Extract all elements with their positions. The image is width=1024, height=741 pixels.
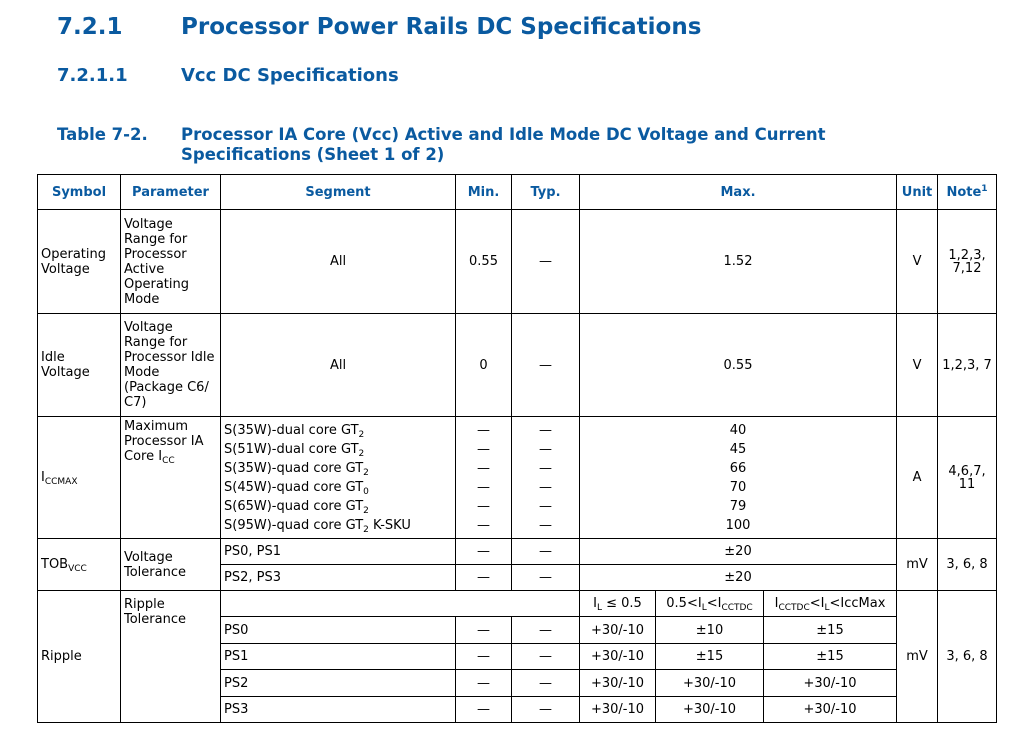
segment-cell: PS2, PS3	[221, 565, 456, 591]
ripple-c-cell: ±15	[764, 617, 897, 644]
symbol-sub: VCC	[68, 564, 87, 574]
max-cell: 0.55	[580, 314, 897, 417]
ripple-b-cell: +30/-10	[656, 670, 764, 697]
segment-cell	[221, 417, 456, 539]
max-value: 100	[725, 517, 751, 533]
min-value: —	[477, 422, 490, 438]
symbol-cell	[38, 539, 121, 591]
segment-sub: 2	[358, 448, 365, 459]
segment-text: S(51W)-dual core GT	[224, 441, 359, 457]
ripple-b-cell: ±10	[656, 617, 764, 644]
segment-cell: PS0	[221, 617, 456, 644]
unit-cell: V	[897, 210, 938, 314]
segment-text: S(35W)-dual core GT	[224, 422, 359, 438]
min-cell: —	[456, 670, 512, 697]
segment-text: S(45W)-quad core GT	[224, 479, 364, 495]
col-unit: Unit	[897, 175, 938, 210]
note-cell: 3, 6, 8	[938, 539, 997, 591]
min-cell: 0	[456, 314, 512, 417]
col-note-text: Note	[946, 184, 982, 200]
ripple-c-cell: +30/-10	[764, 697, 897, 723]
typ-cell: —	[512, 539, 580, 565]
parameter-text: Maximum Processor IA Core I	[124, 419, 204, 464]
segment-cell: All	[221, 314, 456, 417]
unit-cell: mV	[897, 539, 938, 591]
col-symbol: Symbol	[38, 175, 121, 210]
typ-cell: —	[512, 314, 580, 417]
table-row	[38, 591, 997, 617]
max-value: 70	[729, 479, 747, 495]
note-cell: 1,2,3, 7,12	[938, 210, 997, 314]
min-value: —	[477, 517, 490, 533]
parameter-cell: Voltage Range for Processor Active Operating Mode	[121, 210, 221, 314]
segment-line	[224, 421, 452, 440]
symbol-sub: CCMAX	[44, 477, 78, 487]
symbol-cell: Operating Voltage	[38, 210, 121, 314]
parameter-cell: Voltage Range for Processor Idle Mode (Package C6/ C7)	[121, 314, 221, 417]
parameter-cell	[121, 417, 221, 539]
min-cell: —	[456, 644, 512, 670]
symbol-cell	[38, 417, 121, 539]
unit-cell: mV	[897, 591, 938, 723]
table-row	[38, 210, 997, 314]
symbol-text: TOB	[41, 557, 69, 572]
note-cell: 3, 6, 8	[938, 591, 997, 723]
max-cell: ±20	[580, 565, 897, 591]
min-value: —	[477, 441, 490, 457]
col-parameter: Parameter	[121, 175, 221, 210]
table-title	[181, 125, 826, 165]
max-value: 45	[729, 441, 747, 457]
col-segment: Segment	[221, 175, 456, 210]
typ-cell: —	[512, 670, 580, 697]
col-typ: Typ.	[512, 175, 580, 210]
typ-cell	[512, 417, 580, 539]
ripple-a-cell: +30/-10	[580, 644, 656, 670]
col-min: Min.	[456, 175, 512, 210]
col-note-sup: 1	[981, 183, 988, 194]
ripple-subheader-c: $I_{CCTDC}<I_L<IccMax$	[764, 591, 897, 617]
ripple-a-cell: +30/-10	[580, 670, 656, 697]
note-cell: 1,2,3, 7	[938, 314, 997, 417]
unit-cell: A	[897, 417, 938, 539]
segment-line	[224, 497, 452, 516]
ripple-b-cell: ±15	[656, 644, 764, 670]
typ-value: —	[539, 441, 552, 457]
segment-cell: PS1	[221, 644, 456, 670]
typ-value: —	[539, 498, 552, 514]
segment-line	[224, 478, 452, 497]
subsection-number: 7.2.1.1	[57, 65, 128, 86]
typ-value: —	[539, 517, 552, 533]
max-value: 79	[729, 498, 747, 514]
parameter-sub: CC	[162, 456, 175, 466]
typ-cell: —	[512, 565, 580, 591]
section-title: Processor Power Rails DC Specifications	[181, 14, 702, 40]
typ-cell: —	[512, 210, 580, 314]
max-cell: 1.52	[580, 210, 897, 314]
table-row	[38, 314, 997, 417]
segment-suffix: K-SKU	[368, 517, 411, 533]
min-cell: —	[456, 617, 512, 644]
max-value: 66	[729, 460, 747, 476]
table-label: Table 7-2.	[57, 125, 148, 144]
segment-line	[224, 516, 452, 535]
typ-value: —	[539, 460, 552, 476]
col-note	[938, 175, 997, 210]
parameter-cell: Ripple Tolerance	[121, 591, 221, 723]
ripple-subheader-a: $I_L \le 0.5$	[580, 591, 656, 617]
segment-line	[224, 440, 452, 459]
segment-line	[224, 459, 452, 478]
subsection-title: Vcc DC Specifications	[181, 65, 399, 86]
min-value: —	[477, 479, 490, 495]
segment-cell: PS0, PS1	[221, 539, 456, 565]
segment-sub: 2	[358, 429, 365, 440]
col-max: Max.	[580, 175, 897, 210]
min-cell: —	[456, 539, 512, 565]
segment-sub: 2	[363, 467, 369, 478]
typ-cell: —	[512, 697, 580, 723]
segment-sub: 0	[363, 486, 369, 497]
symbol-cell: Idle Voltage	[38, 314, 121, 417]
section-number: 7.2.1	[57, 14, 123, 40]
segment-cell: PS2	[221, 670, 456, 697]
ripple-blank-cell	[221, 591, 580, 617]
parameter-cell: Voltage Tolerance	[121, 539, 221, 591]
typ-value: —	[539, 422, 552, 438]
ripple-subheader-b: $0.5<I_L<I_{CCTDC}$	[656, 591, 764, 617]
max-cell	[580, 417, 897, 539]
typ-value: —	[539, 479, 552, 495]
segment-cell: PS3	[221, 697, 456, 723]
min-cell	[456, 417, 512, 539]
note-cell: 4,6,7, 11	[938, 417, 997, 539]
table-row	[38, 417, 997, 539]
table-title-line2: Specifications (Sheet 1 of 2)	[181, 145, 445, 164]
segment-sub: 2	[363, 505, 369, 516]
typ-cell: —	[512, 617, 580, 644]
max-cell: ±20	[580, 539, 897, 565]
vcc-spec-table	[37, 174, 997, 723]
ripple-c-cell: +30/-10	[764, 670, 897, 697]
typ-cell: —	[512, 644, 580, 670]
min-cell: 0.55	[456, 210, 512, 314]
segment-cell: All	[221, 210, 456, 314]
segment-text: S(65W)-quad core GT	[224, 498, 364, 514]
symbol-text: I	[41, 470, 45, 485]
min-value: —	[477, 498, 490, 514]
header-row	[38, 175, 997, 210]
ripple-b-cell: +30/-10	[656, 697, 764, 723]
ripple-a-cell: +30/-10	[580, 697, 656, 723]
segment-sub: 2	[363, 524, 369, 535]
segment-text: S(35W)-quad core GT	[224, 460, 364, 476]
ripple-c-cell: ±15	[764, 644, 897, 670]
symbol-cell: Ripple	[38, 591, 121, 723]
table-title-line1: Processor IA Core (Vcc) Active and Idle Mode DC Voltage and Current	[181, 125, 826, 144]
table-row	[38, 539, 997, 565]
min-cell: —	[456, 697, 512, 723]
ripple-a-cell: +30/-10	[580, 617, 656, 644]
min-value: —	[477, 460, 490, 476]
segment-text: S(95W)-quad core GT	[224, 517, 364, 533]
unit-cell: V	[897, 314, 938, 417]
max-value: 40	[729, 422, 747, 438]
min-cell: —	[456, 565, 512, 591]
